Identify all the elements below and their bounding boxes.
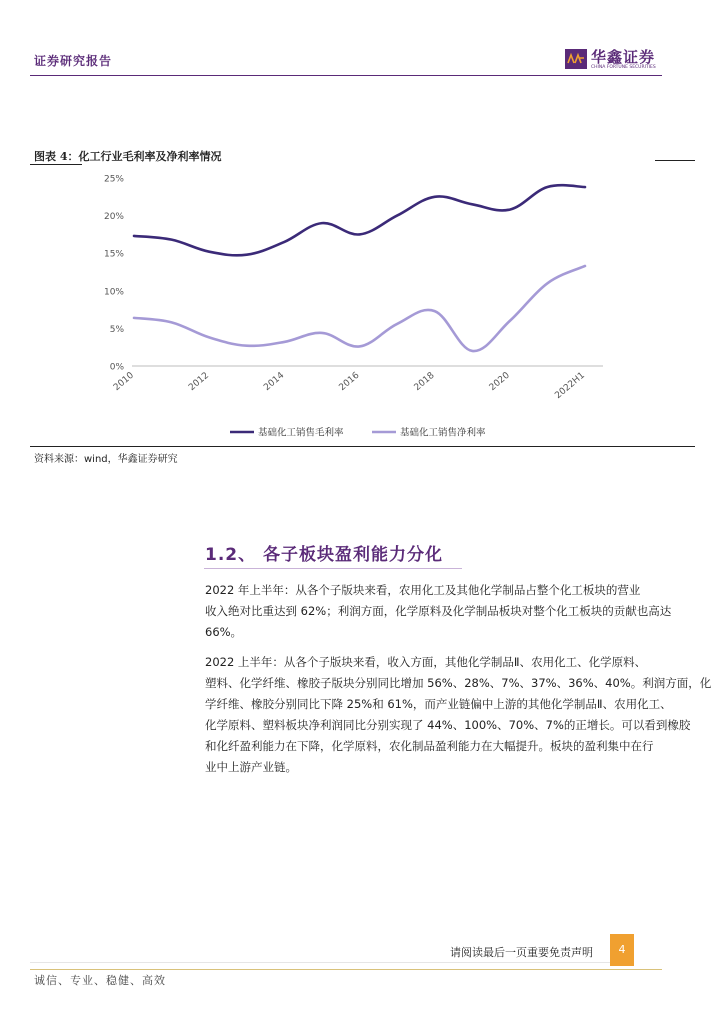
footer-divider [30,969,662,970]
x-tick-label: 2014 [262,370,287,394]
legend-label: 基础化工销售毛利率 [258,427,344,439]
y-tick-label: 5% [109,324,124,335]
y-tick-label: 25% [103,174,124,185]
paragraph-line: 2022 上半年：从各个子版块来看，收入方面，其他化学制品Ⅱ、农用化工、化学原料、 [205,655,647,669]
footer-bar [30,962,634,963]
section-heading-underline [204,568,462,569]
x-tick-label: 2010 [111,370,136,394]
series-line-2 [134,266,585,351]
paragraph-1 [205,580,695,643]
paragraph-line: 学纤维、橡胶分别同比下降 25%和 61%，而产业链偏中上游的其他化学制品Ⅱ、农用化工、 [205,697,672,711]
x-tick-label: 2012 [187,370,212,394]
section-heading: 1.2、 各子板块盈利能力分化 [205,545,444,565]
logo-text-en: CHINA FORTUNE SECURITIES [591,65,656,70]
figure-title: 图表 4：化工行业毛利率及净利率情况 [34,150,222,163]
figure-source: 资料来源：wind，华鑫证券研究 [34,454,178,465]
paragraph-line: 和化纤盈利能力在下降，化学原料，农化制品盈利能力在大幅提升。板块的盈利集中在行 [205,739,654,753]
figure-bottom-rule [30,446,695,447]
logo-mark-icon [565,49,587,69]
y-tick-label: 20% [103,212,124,223]
company-logo [565,46,665,74]
y-tick-label: 10% [103,287,124,298]
series-line-1 [134,185,585,255]
legend-label: 基础化工销售净利率 [400,427,486,439]
header-divider [30,75,662,76]
paragraph-line: 化学原料、塑料板块净利润同比分别实现了 44%、100%、70%、7%的正增长。可以看到橡胶 [205,718,691,732]
paragraph-line: 塑料、化学纤维、橡胶子版块分别同比增加 56%、28%、7%、37%、36%、40%。利润方面，化 [205,676,712,690]
x-tick-label: 2020 [487,370,512,394]
chart-area [30,166,695,446]
paragraph-line: 收入绝对比重达到 62%；利润方面，化学原料及化学制品板块对整个化工板块的贡献也高达 [205,604,672,618]
y-tick-label: 15% [103,249,124,260]
figure-title-rule [30,164,82,165]
x-tick-label: 2016 [337,370,362,394]
page-number: 4 [610,934,634,966]
logo-text-cn: 华鑫证券 [591,48,656,66]
company-motto: 诚信、专业、稳健、高效 [34,974,166,987]
x-tick-label: 2022H1 [553,370,587,402]
disclaimer-link[interactable]: 请阅读最后一页重要免责声明 [450,946,593,959]
x-tick-label: 2018 [412,370,437,394]
margin-line-chart [30,166,695,446]
paragraph-2 [205,652,712,778]
paragraph-line: 业中上游产业链。 [205,760,297,774]
paragraph-line: 2022 年上半年：从各个子版块来看，农用化工及其他化学制品占整个化工板块的营业 [205,583,641,597]
paragraph-line: 66%。 [205,625,243,639]
figure-top-rule [655,160,695,161]
y-tick-label: 0% [109,362,124,373]
report-type-label: 证券研究报告 [34,54,113,68]
